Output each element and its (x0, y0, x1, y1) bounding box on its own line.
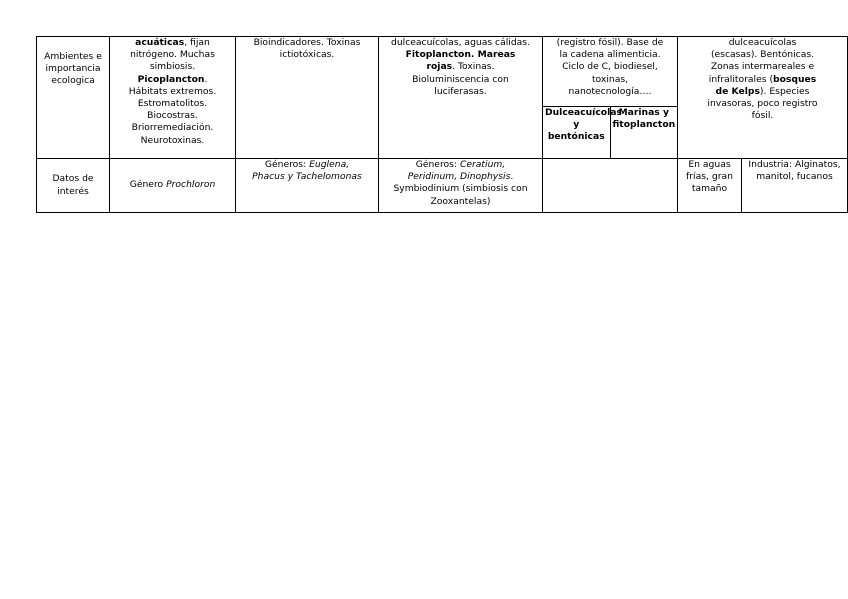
table-row (37, 159, 848, 213)
italic-text: Euglena, (309, 159, 350, 170)
cell-text: toxinas, (591, 73, 629, 85)
table-cell (678, 37, 848, 159)
table-cell-empty (543, 159, 678, 213)
table-cell (379, 159, 543, 213)
cell-text: Bioluminiscencia con (412, 73, 509, 85)
table-cell (742, 159, 848, 213)
italic-text: Prochloron (166, 179, 216, 191)
sub-cell-marinas (610, 107, 677, 159)
bold-text: bosques (773, 73, 817, 85)
classification-table (36, 36, 848, 213)
cell-text: dulceacuícolas (728, 37, 797, 48)
table-cell (110, 37, 236, 159)
table-cell (678, 159, 742, 213)
row-header-label: Ambientes e importancia ecologica (44, 51, 102, 87)
cell-text: Briorremediación. (131, 122, 214, 134)
cell-text: fósil. (751, 110, 774, 122)
cell-text: simbiosis. (149, 61, 196, 73)
italic-text: Phacus y Tachelomonas (252, 171, 362, 183)
bold-text: Picoplancton (137, 73, 205, 85)
cell-text: Dulceacuícolas y bentónicas (545, 107, 622, 143)
cell-text: nanotecnología…. (568, 85, 652, 97)
nested-table (543, 37, 677, 158)
cell-text: invasoras, poco registro (707, 98, 818, 110)
cell-text: Género (129, 179, 167, 191)
row-header-label: Datos de interés (52, 173, 94, 197)
bold-text: acuáticas (135, 37, 185, 48)
bold-text: Fitoplancton. Mareas (405, 49, 516, 61)
row-header-datos (37, 159, 110, 213)
cell-text: Industria: Alginatos, manitol, fucanos (748, 159, 841, 183)
cell-text: Biocostras. (147, 110, 198, 122)
bold-text: rojas (426, 61, 453, 73)
cell-text: Hábitats extremos. (128, 85, 217, 97)
cell-text: ). Especies (759, 85, 810, 97)
table-cell (543, 37, 677, 107)
cell-text: Estromatolitos. (137, 98, 208, 110)
table-cell (543, 37, 678, 159)
cell-text: infralitorales ( (708, 73, 774, 85)
cell-text: Géneros: (415, 159, 460, 170)
table-cell (110, 159, 236, 213)
cell-text: Géneros: (264, 159, 310, 170)
cell-text: Zonas intermareales e (710, 61, 815, 73)
table-cell (236, 159, 379, 213)
italic-text: Peridinum, Dinophysis (407, 171, 511, 183)
italic-text: Ceratium, (459, 159, 506, 170)
cell-text: Marinas y fitoplancton (612, 107, 676, 131)
cell-text: . (204, 73, 208, 85)
cell-text: , fijan (184, 37, 210, 48)
table-cell (379, 37, 543, 159)
sub-cell-dulceacuicolas (543, 107, 622, 159)
cell-text: la cadena alimenticia. (559, 49, 661, 61)
table-row (37, 37, 848, 159)
cell-text: nitrógeno. Muchas (130, 49, 215, 61)
bold-text: de Kelps (715, 85, 760, 97)
cell-text: Zooxantelas) (430, 195, 491, 207)
cell-text: ictiotóxicas. (279, 49, 335, 61)
table-cell (236, 37, 379, 159)
cell-text: . Toxinas. (452, 61, 495, 73)
cell-text: En aguas frías, gran tamaño (686, 159, 733, 195)
cell-text: luciferasas. (434, 85, 487, 97)
cell-text: dulceacuícolas, aguas cálidas. (390, 37, 531, 48)
row-header-ambientes (37, 37, 110, 159)
cell-text: Bioindicadores. Toxinas (253, 37, 361, 48)
cell-text: Symbiodinium (simbiosis con (393, 183, 528, 195)
cell-text: (registro fósil). Base de (556, 37, 664, 48)
cell-text: (escasas). Bentónicas. (710, 49, 815, 61)
cell-text: . (510, 171, 514, 183)
cell-text: Ciclo de C, biodiesel, (562, 61, 658, 73)
cell-text: Neurotoxinas. (140, 134, 205, 146)
